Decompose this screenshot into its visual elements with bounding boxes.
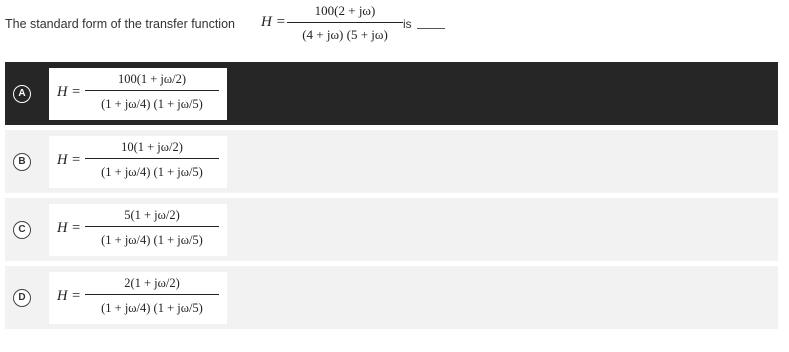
question-denominator: (4 + jω) (5 + jω) xyxy=(302,27,388,42)
formula-numerator: 10(1 + jω/2) xyxy=(121,140,183,154)
option-b[interactable] xyxy=(5,130,778,193)
option-a-badge: A xyxy=(13,85,31,103)
option-a-formula xyxy=(49,68,227,120)
option-b-badge: B xyxy=(13,153,31,171)
option-b-formula xyxy=(49,136,227,188)
option-c-formula xyxy=(49,204,227,256)
formula-h: H = xyxy=(57,152,81,168)
fraction-bar xyxy=(85,90,219,91)
formula-h: H = xyxy=(57,288,81,304)
fraction-bar xyxy=(287,22,403,23)
question-text: The standard form of the transfer function xyxy=(5,17,235,31)
option-d-formula xyxy=(49,272,227,324)
option-c[interactable] xyxy=(5,198,778,261)
formula-numerator: 2(1 + jω/2) xyxy=(124,276,180,290)
option-a[interactable] xyxy=(5,62,778,125)
formula-fraction xyxy=(83,274,221,317)
fraction-bar xyxy=(85,158,219,159)
question-numerator: 100(2 + jω) xyxy=(314,3,376,18)
formula-numerator: 5(1 + jω/2) xyxy=(124,208,180,222)
formula-denominator: (1 + jω/4) (1 + jω/5) xyxy=(101,165,203,179)
fraction-bar xyxy=(85,226,219,227)
formula-h: H = xyxy=(57,84,81,100)
question-stem xyxy=(5,0,785,52)
formula-denominator: (1 + jω/4) (1 + jω/5) xyxy=(101,301,203,315)
formula-fraction xyxy=(83,70,221,113)
option-d-badge: D xyxy=(13,289,31,307)
question-formula-h: H = xyxy=(261,14,286,30)
formula-h: H = xyxy=(57,220,81,236)
formula-denominator: (1 + jω/4) (1 + jω/5) xyxy=(101,233,203,247)
formula-denominator: (1 + jω/4) (1 + jω/5) xyxy=(101,97,203,111)
question-formula xyxy=(261,2,401,50)
formula-numerator: 100(1 + jω/2) xyxy=(117,72,187,86)
question-tail: is xyxy=(403,17,412,31)
answer-blank xyxy=(417,28,445,29)
option-d[interactable] xyxy=(5,266,778,329)
option-c-badge: C xyxy=(13,221,31,239)
formula-fraction xyxy=(83,138,221,181)
fraction-bar xyxy=(85,294,219,295)
question-fraction xyxy=(287,2,403,44)
formula-fraction xyxy=(83,206,221,249)
